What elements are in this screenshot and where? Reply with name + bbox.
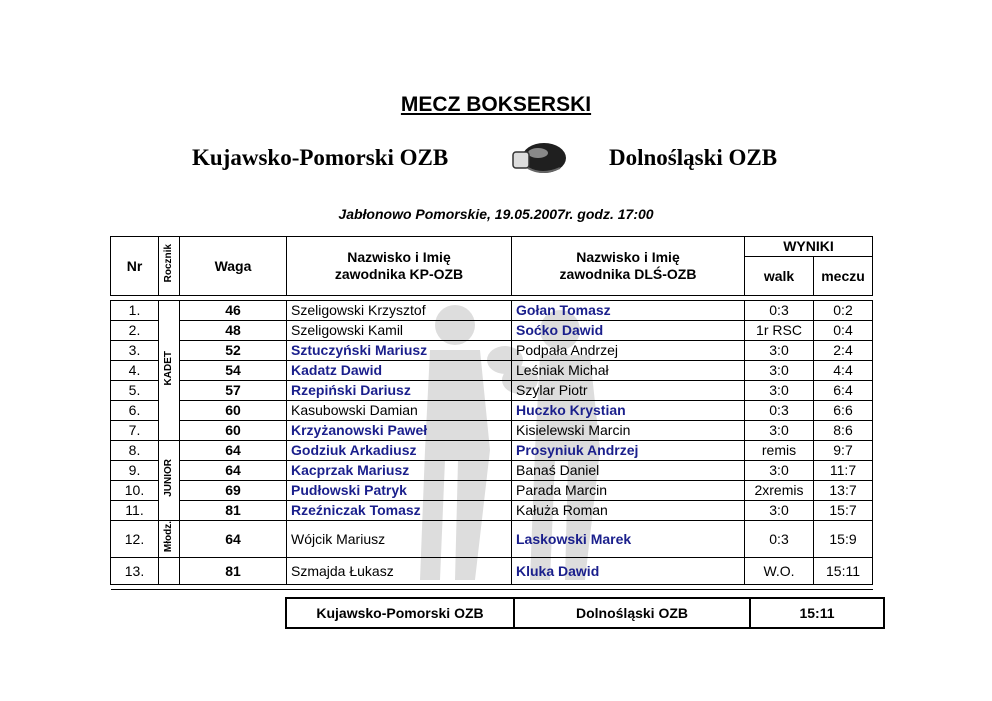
- row-group-label: JUNIOR: [163, 459, 174, 497]
- row-meczu: 15:11: [814, 558, 873, 585]
- row-meczu: 13:7: [814, 481, 873, 501]
- row-meczu: 8:6: [814, 421, 873, 441]
- row-walk: 3:0: [745, 501, 814, 521]
- row-dls-fighter: Kisielewski Marcin: [512, 421, 745, 441]
- row-walk: 3:0: [745, 381, 814, 401]
- row-dls-fighter: Soćko Dawid: [512, 321, 745, 341]
- table-row: [111, 401, 873, 421]
- row-dls-fighter: Huczko Krystian: [512, 401, 745, 421]
- row-walk: 0:3: [745, 401, 814, 421]
- row-kp-fighter: Pudłowski Patryk: [287, 481, 512, 501]
- boxing-glove-icon: [508, 138, 570, 180]
- row-walk: 0:3: [745, 301, 814, 321]
- row-waga: 69: [180, 481, 287, 501]
- row-kp-fighter: Sztuczyński Mariusz: [287, 341, 512, 361]
- row-walk: 0:3: [745, 521, 814, 558]
- header-walk: walk: [745, 257, 814, 296]
- row-dls-fighter: Kałuża Roman: [512, 501, 745, 521]
- table-bottom-rule: [111, 585, 873, 590]
- row-walk: 3:0: [745, 461, 814, 481]
- row-nr: 5.: [111, 381, 159, 401]
- row-waga: 64: [180, 521, 287, 558]
- row-waga: 60: [180, 421, 287, 441]
- row-nr: 1.: [111, 301, 159, 321]
- row-nr: 2.: [111, 321, 159, 341]
- row-waga: 54: [180, 361, 287, 381]
- header-wyniki: WYNIKI: [745, 237, 873, 257]
- row-group: [159, 558, 180, 585]
- row-walk: W.O.: [745, 558, 814, 585]
- document-title: MECZ BOKSERSKI: [400, 93, 592, 116]
- row-waga: 81: [180, 501, 287, 521]
- table-row: [111, 521, 873, 558]
- row-nr: 6.: [111, 401, 159, 421]
- summary-table: [285, 597, 885, 629]
- header-rocznik: [159, 237, 180, 296]
- table-row: [111, 381, 873, 401]
- row-group-label: KADET: [163, 350, 174, 386]
- header-rocznik-label: Rocznik: [163, 244, 174, 283]
- row-dls-fighter: Szylar Piotr: [512, 381, 745, 401]
- row-kp-fighter: Szmajda Łukasz: [287, 558, 512, 585]
- row-meczu: 6:4: [814, 381, 873, 401]
- row-walk: 3:0: [745, 361, 814, 381]
- row-meczu: 15:7: [814, 501, 873, 521]
- table-row: [111, 501, 873, 521]
- row-nr: 9.: [111, 461, 159, 481]
- row-group: [159, 301, 180, 441]
- row-waga: 52: [180, 341, 287, 361]
- summary-team-right: Dolnośląski OZB: [514, 598, 750, 628]
- summary-score: 15:11: [750, 598, 884, 628]
- table-row: [111, 361, 873, 381]
- row-kp-fighter: Szeligowski Krzysztof: [287, 301, 512, 321]
- row-dls-fighter: Gołan Tomasz: [512, 301, 745, 321]
- table-row: [111, 558, 873, 585]
- row-meczu: 6:6: [814, 401, 873, 421]
- row-group: [159, 521, 180, 558]
- row-dls-fighter: Kluka Dawid: [512, 558, 745, 585]
- row-nr: 3.: [111, 341, 159, 361]
- row-walk: 2xremis: [745, 481, 814, 501]
- row-meczu: 4:4: [814, 361, 873, 381]
- table-row: [111, 421, 873, 441]
- team-right-name: Dolnośląski OZB: [609, 145, 778, 170]
- row-meczu: 15:9: [814, 521, 873, 558]
- row-kp-fighter: Kacprzak Mariusz: [287, 461, 512, 481]
- row-meczu: 11:7: [814, 461, 873, 481]
- row-kp-fighter: Wójcik Mariusz: [287, 521, 512, 558]
- row-nr: 13.: [111, 558, 159, 585]
- row-group-label: Młodz.: [163, 521, 174, 553]
- row-waga: 64: [180, 461, 287, 481]
- row-dls-fighter: Parada Marcin: [512, 481, 745, 501]
- table-row: [111, 321, 873, 341]
- summary-team-left: Kujawsko-Pomorski OZB: [286, 598, 514, 628]
- row-meczu: 0:4: [814, 321, 873, 341]
- row-kp-fighter: Rzeźniczak Tomasz: [287, 501, 512, 521]
- row-kp-fighter: Szeligowski Kamil: [287, 321, 512, 341]
- row-waga: 46: [180, 301, 287, 321]
- row-waga: 60: [180, 401, 287, 421]
- results-rows: [111, 301, 873, 590]
- results-table: [110, 236, 873, 590]
- row-walk: 3:0: [745, 341, 814, 361]
- row-dls-fighter: Prosyniuk Andrzej: [512, 441, 745, 461]
- row-kp-fighter: Kasubowski Damian: [287, 401, 512, 421]
- row-kp-fighter: Krzyżanowski Paweł: [287, 421, 512, 441]
- row-group: [159, 441, 180, 521]
- row-dls-fighter: Leśniak Michał: [512, 361, 745, 381]
- row-waga: 81: [180, 558, 287, 585]
- row-waga: 57: [180, 381, 287, 401]
- row-dls-fighter: Banaś Daniel: [512, 461, 745, 481]
- row-meczu: 9:7: [814, 441, 873, 461]
- header-meczu: meczu: [814, 257, 873, 296]
- row-dls-fighter: Podpała Andrzej: [512, 341, 745, 361]
- venue-date: Jabłonowo Pomorskie, 19.05.2007r. godz. 17:00: [338, 206, 654, 222]
- row-waga: 64: [180, 441, 287, 461]
- table-row: [111, 481, 873, 501]
- row-nr: 11.: [111, 501, 159, 521]
- row-nr: 7.: [111, 421, 159, 441]
- table-row: [111, 341, 873, 361]
- row-meczu: 2:4: [814, 341, 873, 361]
- header-waga: Waga: [180, 237, 287, 296]
- row-kp-fighter: Kadatz Dawid: [287, 361, 512, 381]
- row-kp-fighter: Godziuk Arkadiusz: [287, 441, 512, 461]
- row-walk: 1r RSC: [745, 321, 814, 341]
- header-kp-fighter: Nazwisko i Imię zawodnika KP-OZB: [287, 237, 512, 296]
- row-nr: 4.: [111, 361, 159, 381]
- row-walk: 3:0: [745, 421, 814, 441]
- table-row: [111, 461, 873, 481]
- table-row: [111, 301, 873, 321]
- table-row: [111, 441, 873, 461]
- row-waga: 48: [180, 321, 287, 341]
- row-nr: 8.: [111, 441, 159, 461]
- row-nr: 10.: [111, 481, 159, 501]
- header-dls-fighter: Nazwisko i Imię zawodnika DLŚ-OZB: [512, 237, 745, 296]
- row-meczu: 0:2: [814, 301, 873, 321]
- row-dls-fighter: Laskowski Marek: [512, 521, 745, 558]
- row-nr: 12.: [111, 521, 159, 558]
- row-walk: remis: [745, 441, 814, 461]
- row-kp-fighter: Rzepiński Dariusz: [287, 381, 512, 401]
- team-left-name: Kujawsko-Pomorski OZB: [192, 145, 449, 170]
- header-nr: Nr: [111, 237, 159, 296]
